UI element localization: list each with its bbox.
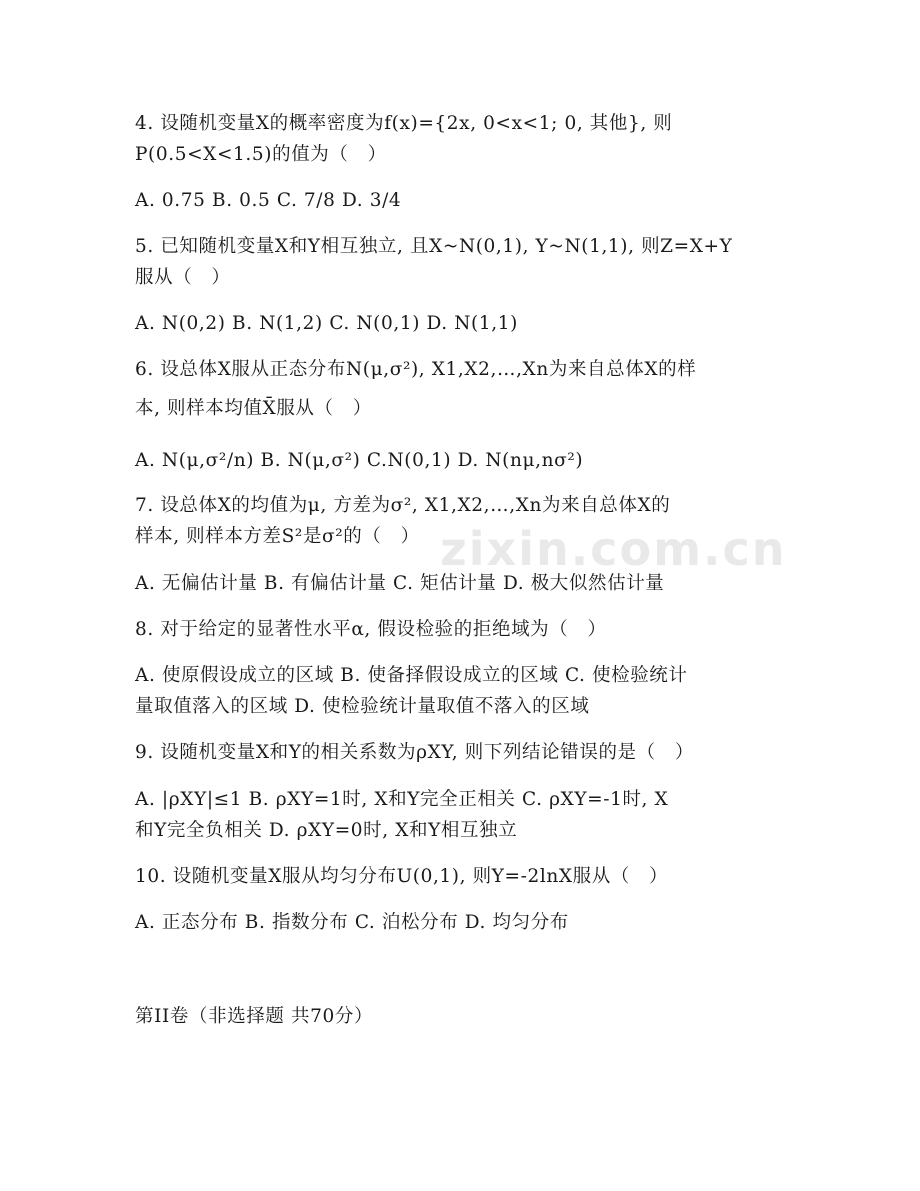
- q6-stem-line-1: 6. 设总体X服从正态分布N(μ,σ²), X1,X2,…,Xn为来自总体X的样: [135, 359, 697, 380]
- q7-options: A. 无偏估计量 B. 有偏估计量 C. 矩估计量 D. 极大似然估计量: [135, 573, 665, 594]
- q7-stem-line-1: 7. 设总体X的均值为μ, 方差为σ², X1,X2,…,Xn为来自总体X的: [135, 495, 671, 516]
- q5-options: A. N(0,2) B. N(1,2) C. N(0,1) D. N(1,1): [135, 313, 518, 334]
- section-heading: 第II卷（非选择题 共70分）: [135, 1006, 374, 1027]
- q10-stem: 10. 设随机变量X服从均匀分布U(0,1), 则Y=-2lnX服从（ ）: [135, 866, 669, 887]
- q8-options-line-1: A. 使原假设成立的区域 B. 使备择假设成立的区域 C. 使检验统计: [135, 665, 688, 686]
- q5-stem-line-2: 服从（ ）: [135, 267, 231, 288]
- q9-options-line-1: A. |ρXY|≤1 B. ρXY=1时, X和Y完全正相关 C. ρXY=-1时, X: [135, 789, 669, 810]
- q6-stem-line-2: 本, 则样本均值X̄服从（ ）: [135, 398, 372, 419]
- q7-stem-line-2: 样本, 则样本方差S²是σ²的（ ）: [135, 526, 420, 547]
- q4-stem-line-1: 4. 设随机变量X的概率密度为f(x)={2x, 0<x<1; 0, 其他}, 则: [135, 113, 673, 134]
- q9-options-line-2: 和Y完全负相关 D. ρXY=0时, X和Y相互独立: [135, 820, 518, 841]
- q4-options: A. 0.75 B. 0.5 C. 7/8 D. 3/4: [135, 190, 402, 211]
- q8-stem: 8. 对于给定的显著性水平α, 假设检验的拒绝域为（ ）: [135, 619, 607, 640]
- q4-stem-line-2: P(0.5<X<1.5)的值为（ ）: [135, 144, 387, 165]
- q8-options-line-2: 量取值落入的区域 D. 使检验统计量取值不落入的区域: [135, 696, 590, 717]
- watermark: zixin.com.cn: [440, 522, 787, 576]
- q9-stem: 9. 设随机变量X和Y的相关系数为ρXY, 则下列结论错误的是（ ）: [135, 742, 694, 763]
- q5-stem-line-1: 5. 已知随机变量X和Y相互独立, 且X~N(0,1), Y~N(1,1), 则Z=X+Y: [135, 236, 733, 257]
- q10-options: A. 正态分布 B. 指数分布 C. 泊松分布 D. 均匀分布: [135, 912, 569, 933]
- q6-options: A. N(μ,σ²/n) B. N(μ,σ²) C.N(0,1) D. N(nμ,nσ²): [135, 450, 584, 471]
